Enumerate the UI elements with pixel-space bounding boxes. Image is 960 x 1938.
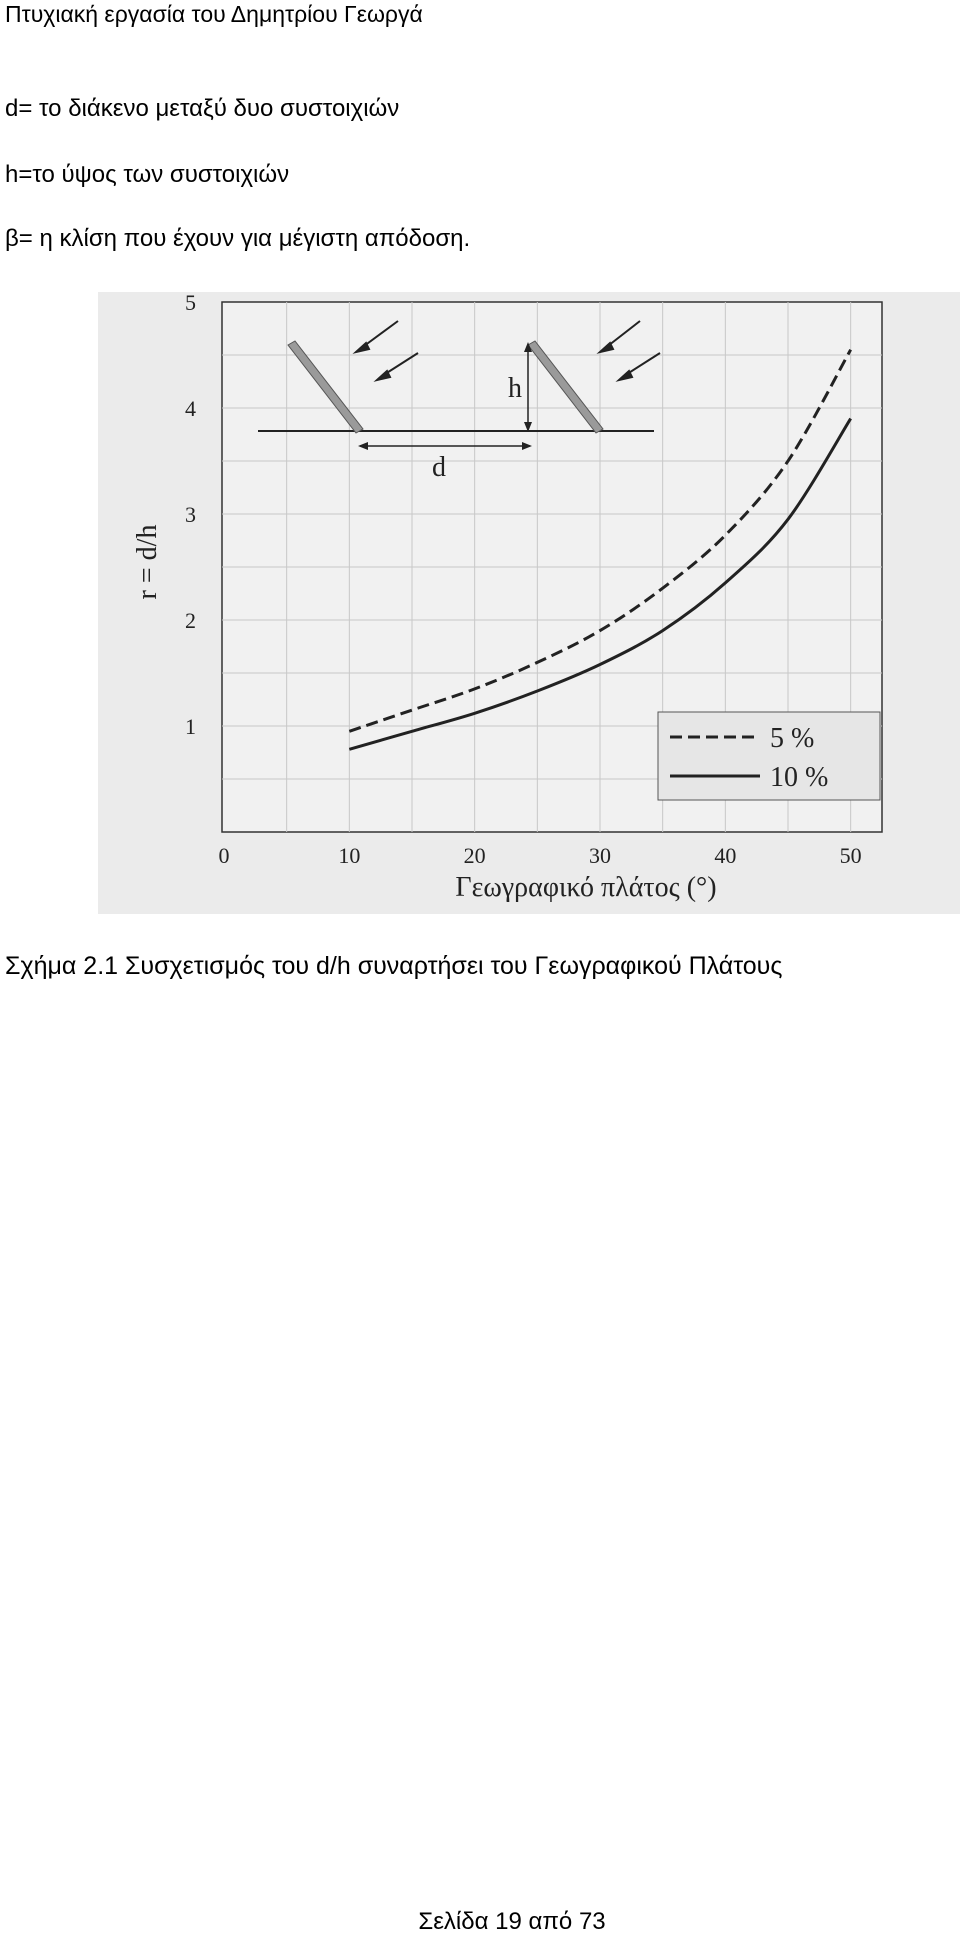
figure-chart bbox=[98, 292, 960, 914]
y-axis-label: r = d/h bbox=[132, 524, 163, 600]
document-header: Πτυχιακή εργασία του Δημητρίου Γεωργά bbox=[5, 1, 423, 27]
legend-label-5pct: 5 % bbox=[770, 723, 815, 754]
definition-beta: β= η κλίση που έχουν για μέγιστη απόδοση. bbox=[5, 225, 471, 252]
definition-h: h=το ύψος των συστοιχιών bbox=[5, 161, 290, 188]
legend-box bbox=[658, 712, 880, 800]
y-tick-label: 3 bbox=[185, 502, 196, 527]
x-tick-label: 40 bbox=[714, 843, 737, 868]
page-number: Σελίδα 19 από 73 bbox=[418, 1908, 606, 1935]
y-tick-label: 2 bbox=[185, 608, 196, 633]
definition-d: d= το διάκενο μεταξύ δυο συστοιχιών bbox=[5, 95, 400, 122]
y-tick-label: 4 bbox=[185, 396, 196, 421]
inset-label-h: h bbox=[508, 373, 522, 404]
figure-caption: Σχήμα 2.1 Συσχετισμός του d/h συναρτήσει του Γεωγραφικού Πλάτους bbox=[5, 952, 783, 980]
y-tick-label: 1 bbox=[185, 714, 196, 739]
x-tick-label: 0 bbox=[218, 843, 230, 868]
x-axis-label: Γεωγραφικό πλάτος (°) bbox=[455, 872, 717, 903]
legend bbox=[658, 712, 880, 800]
x-tick-label: 20 bbox=[463, 843, 486, 868]
x-tick-label: 50 bbox=[839, 843, 862, 868]
y-tick-label: 5 bbox=[185, 292, 196, 315]
chart-svg bbox=[98, 292, 960, 914]
x-tick-label: 10 bbox=[338, 843, 361, 868]
x-tick-label: 30 bbox=[589, 843, 611, 868]
legend-label-10pct: 10 % bbox=[770, 762, 829, 793]
inset-label-d: d bbox=[432, 452, 446, 483]
